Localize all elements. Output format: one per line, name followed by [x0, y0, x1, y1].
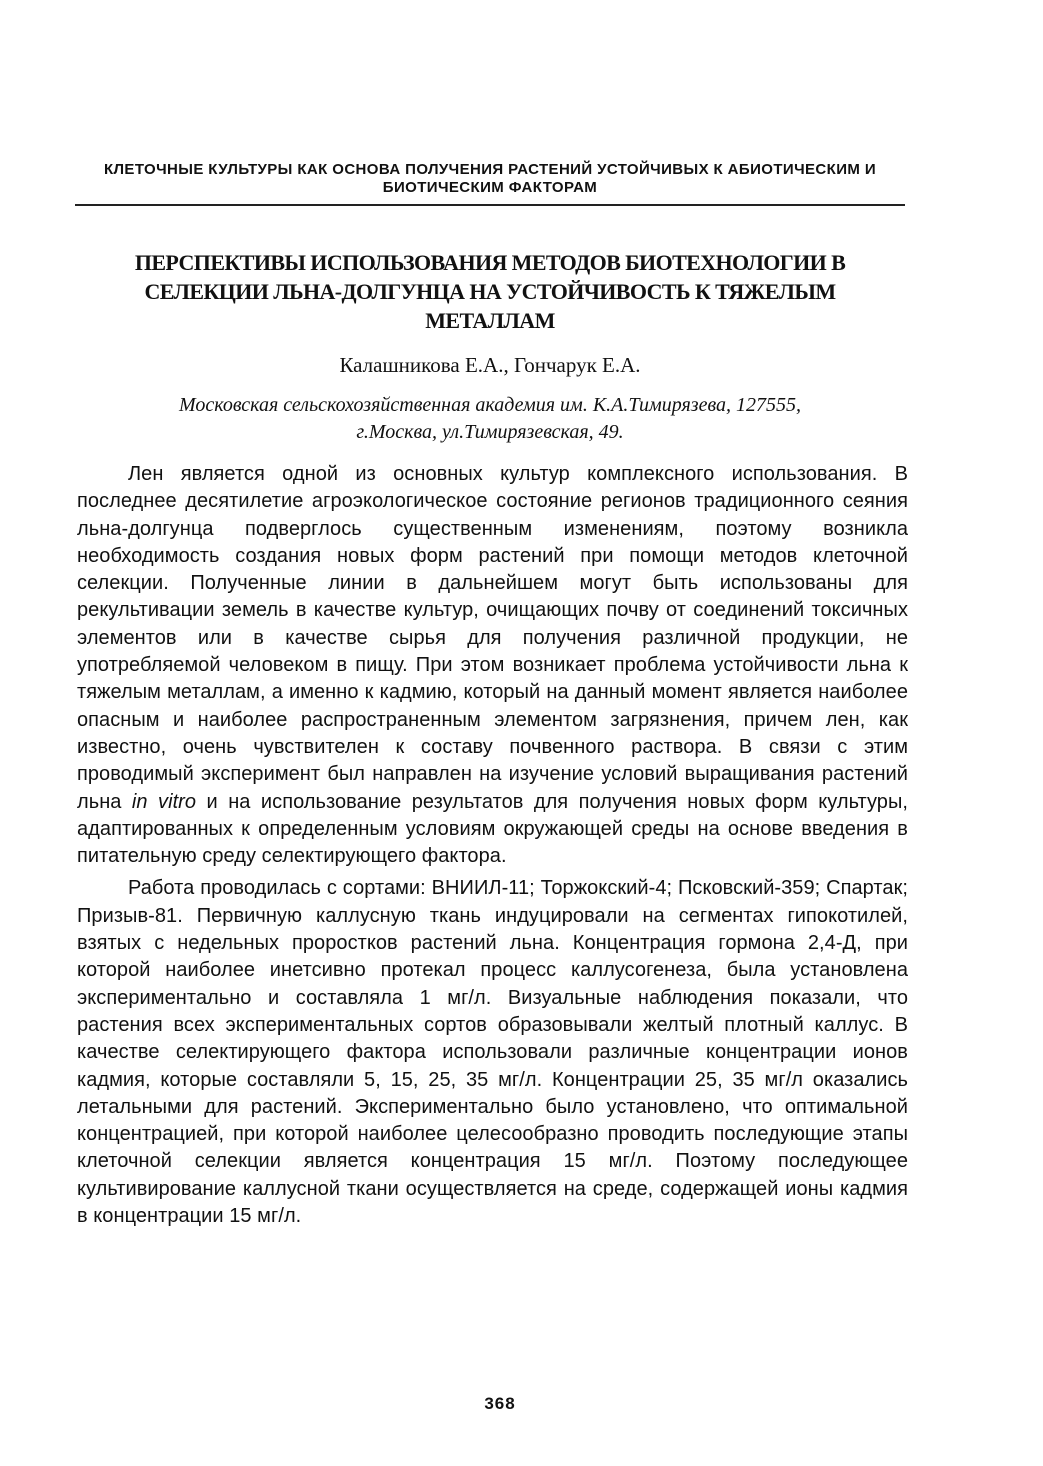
paragraph-1: [77, 461, 908, 870]
running-header: КЛЕТОЧНЫЕ КУЛЬТУРЫ КАК ОСНОВА ПОЛУЧЕНИЯ РАСТЕНИЙ УСТОЙЧИВЫХ К АБИОТИЧЕСКИМ И БИОТИЧЕСКИМ ФАКТОРАМ: [103, 161, 877, 196]
article-body: [77, 461, 908, 1235]
affiliation-line-1: Московская сельскохозяйственная академия им. К.А.Тимирязева, 127555,: [178, 394, 801, 416]
paragraph-1-text-a: Лен является одной из основных культур комплексного использования. В последнее десятилетие агроэкологическое состояние регионов традиционного сеяния льна-долгунца подверглось существенным изменениям, поэтому возникла необходимость создания новых форм растений при помощи методов клеточной селекции. Полученные линии в дальнейшем могут быть использованы для рекультивации земель в качестве культур, очищающих почву от соединений токсичных элементов или в качестве сырья для получения различной продукции, не употребляемой человеком в пищу. При этом возникает проблема устойчивости льна к тяжелым металлам, а именно к кадмию, который на данный момент является наиболее опасным и наиболее распространенным элементом загрязнения, причем лен, как известно, очень чувствителен к составу почвенного раствора. В связи с этим проводимый эксперимент был направлен на изучение условий выращивания растений льна: [77, 463, 908, 813]
header-rule: [75, 204, 905, 206]
paper-title: ПЕРСПЕКТИВЫ ИСПОЛЬЗОВАНИЯ МЕТОДОВ БИОТЕХНОЛОГИИ В СЕЛЕКЦИИ ЛЬНА-ДОЛГУНЦА НА УСТОЙЧИВОСТЬ К ТЯЖЕЛЫМ МЕТАЛЛАМ: [134, 250, 846, 333]
paragraph-1-italic-term: in vitro: [131, 790, 197, 813]
paragraph-1-text-b: и на использование результатов для получения новых форм культуры, адаптированных к определенным условиям окружающей среды на основе введения в питательную среду селектирующего фактора.: [77, 790, 909, 868]
page-number: 368: [484, 1394, 516, 1413]
affiliation: [100, 392, 880, 446]
paragraph-2: Работа проводилась с сортами: ВНИИЛ-11; Торжокский-4; Псковский-359; Спартак; Призыв-81. Первичную каллусную ткань индуцировали на сегментах гипокотилей, взятых с недельных проростков растений льна. Концентрация гормона 2,4-Д, при которой наиболее инетсивно протекал процесс каллусогенеза, была установлена экспериментально и составляла 1 мг/л. Визуальные наблюдения показали, что растения всех экспериментальных сортов образовывали желтый плотный каллус. В качестве селектирующего фактора использовали различные концентрации ионов кадмия, которые составляли 5, 15, 25, 35 мг/л. Концентрации 25, 35 мг/л оказались летальными для растений. Экспериментально было установлено, что оптимальной концентрацией, при которой наиболее целесообразно проводить последующие этапы клеточной селекции является концентрация 15 мг/л. Поэтому последующее культивирование каллусной ткани осуществляется на среде, содержащей ионы кадмия в концентрации 15 мг/л.: [77, 877, 908, 1228]
authors: Калашникова Е.А., Гончарук Е.А.: [339, 353, 641, 377]
affiliation-line-2: г.Москва, ул.Тимирязевская, 49.: [356, 421, 624, 443]
